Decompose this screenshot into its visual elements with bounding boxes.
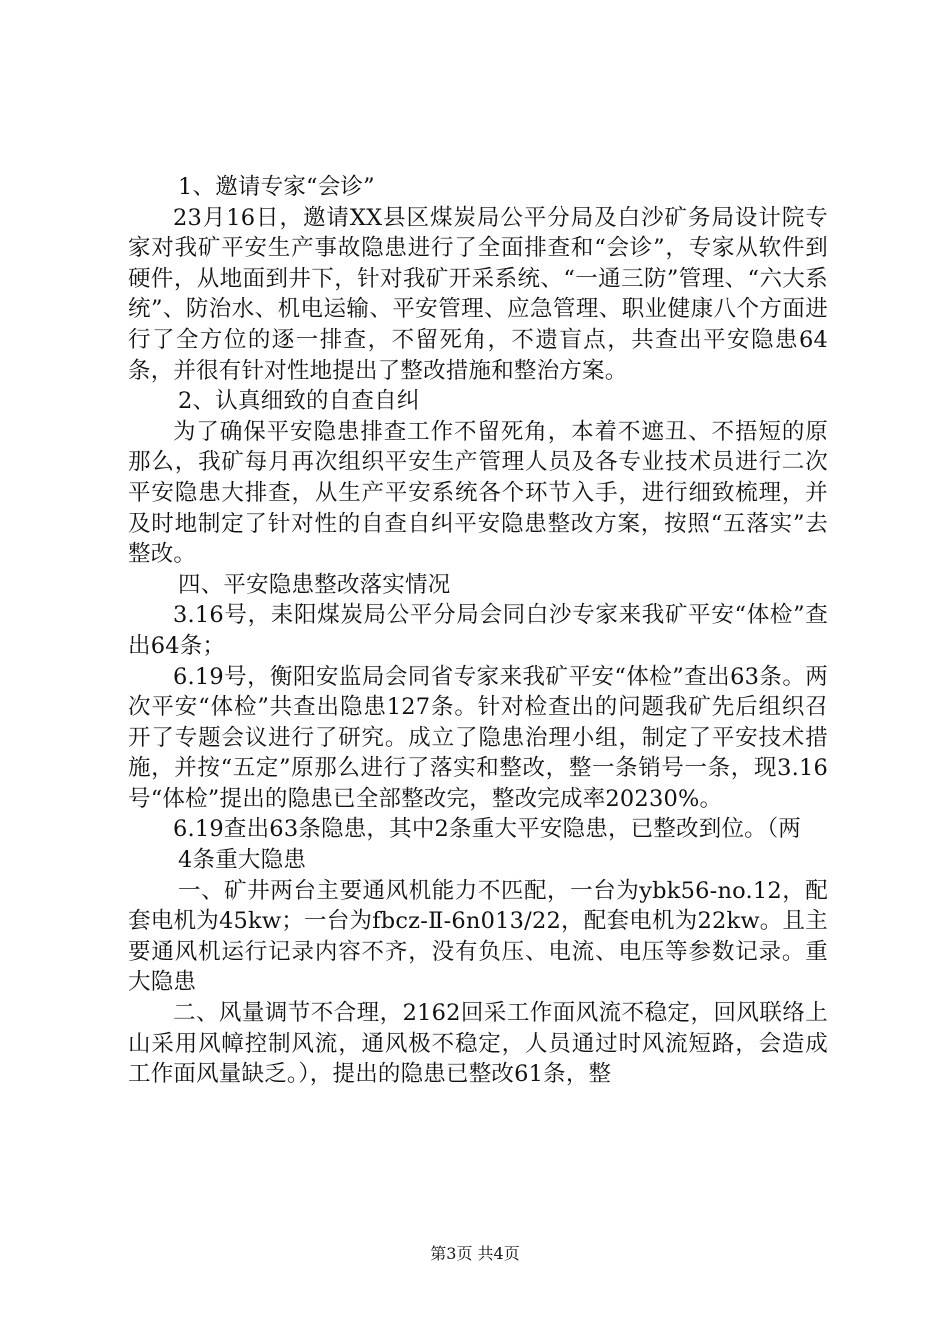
section-heading-self-inspection: 2、认真细致的自查自纠 <box>178 388 420 415</box>
paragraph-first-checkup: 3.16号，耒阳煤炭局公平分局会同白沙专家来我矿平安“体检”查出64条； <box>128 602 828 659</box>
section-heading-invite-experts: 1、邀请专家“会诊” <box>178 174 375 200</box>
paragraph-hazard-one: 一、矿井两台主要通风机能力不匹配，一台为ybk56-no.12，配套电机为45kw；一台为fbcz-Ⅱ-6n013/22，配套电机为22kw。且主要通风机运行记录内容不齐，没有负压、电流、电压等参数记录。重大隐患 <box>128 877 828 996</box>
page-footer: 第3页 共4页 <box>430 1244 520 1263</box>
paragraph-self-inspection: 为了确保平安隐患排查工作不留死角，本着不遮丑、不捂短的原那么，我矿每月再次组织平安生产管理人员及各专业技术员进行二次平安隐患大排查，从生产平安系统各个环节入手，进行细致梳理，并及时地制定了针对性的自查自纠平安隐患整改方案，按照“五落实”去整改。 <box>128 418 828 568</box>
paragraph-major-hazards-summary: 6.19查出63条隐患，其中2条重大平安隐患，已整改到位。（两 <box>173 816 801 843</box>
paragraph-major-hazards-count: 4条重大隐患 <box>178 847 307 874</box>
paragraph-hazard-two: 二、风量调节不合理，2162回采工作面风流不稳定，回风联络上山采用风幛控制风流，通风极不稳定，人员通过时风流短路，会造成工作面风量缺乏。），提出的隐患已整改61条，整 <box>128 1000 828 1088</box>
paragraph-expert-inspection: 23月16日，邀请XX县区煤炭局公平分局及白沙矿务局设计院专家对我矿平安生产事故隐患进行了全面排查和“会诊”，专家从软件到硬件，从地面到井下，针对我矿开采系统、“一通三防”管理、“六大系统”、防治水、机电运输、平安管理、应急管理、职业健康八个方面进行了全方位的逐一排查，不留死角，不遗盲点，共查出平安隐患64条，并很有针对性地提出了整改措施和整治方案。 <box>128 204 828 384</box>
paragraph-second-checkup: 6.19号，衡阳安监局会同省专家来我矿平安“体检”查出63条。两次平安“体检”共查出隐患127条。针对检查出的问题我矿先后组织召开了专题会议进行了研究。成立了隐患治理小组，制定了平安技术措施，并按“五定”原那么进行了落实和整改，整一条销号一条，现3.16号“体检”提出的隐患已全部整改完，整改完成率20230%。 <box>128 663 828 812</box>
document-body <box>128 172 828 1090</box>
section-heading-rectification: 四、平安隐患整改落实情况 <box>178 571 451 598</box>
